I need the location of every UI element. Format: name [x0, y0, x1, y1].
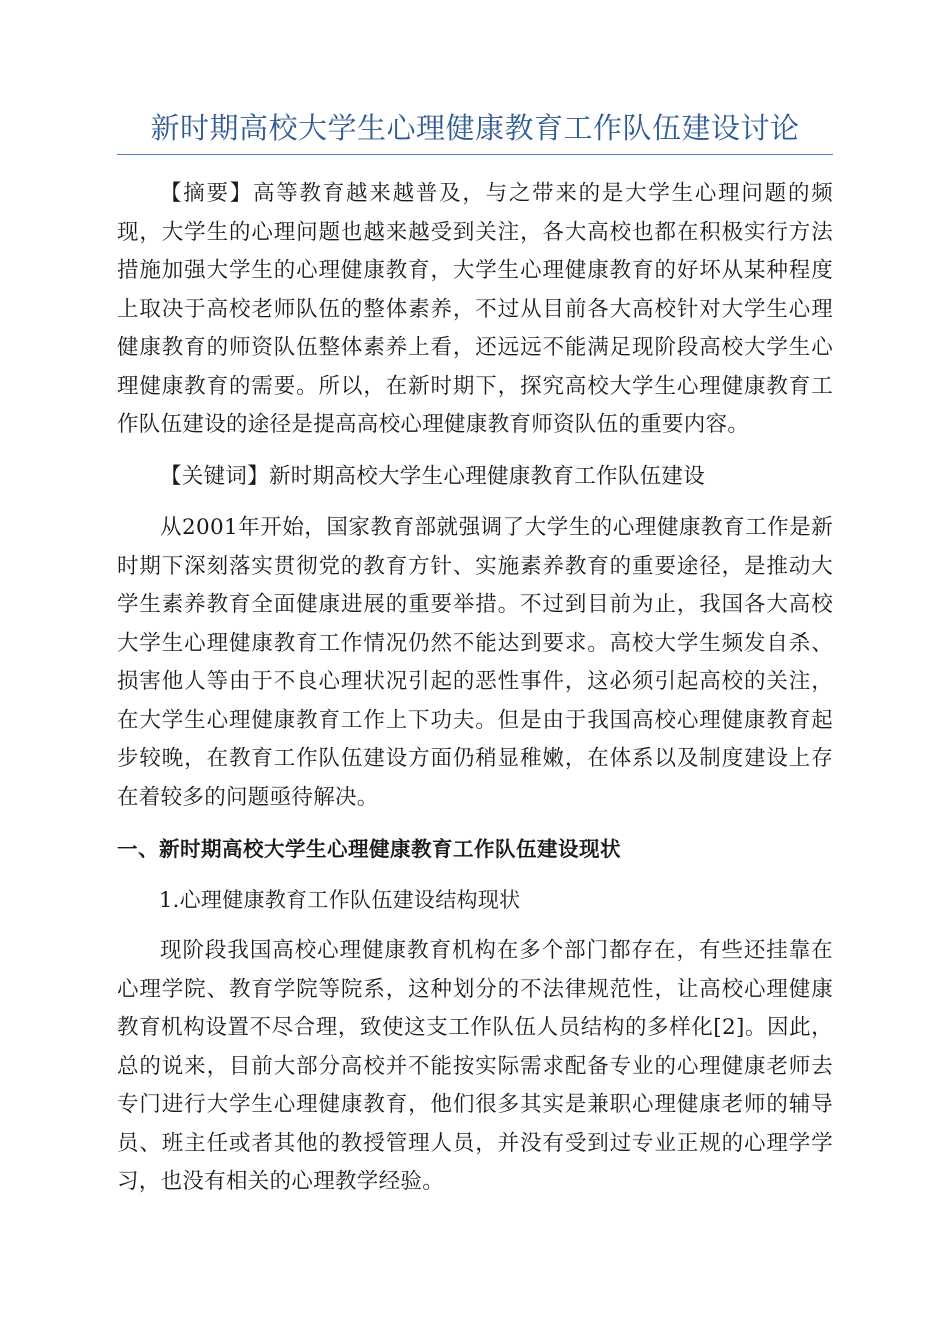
subsection-heading-1-1: 1.心理健康教育工作队伍建设结构现状	[159, 888, 521, 912]
abstract-paragraph: 【摘要】高等教育越来越普及，与之带来的是大学生心理问题的频现，大学生的心理问题也越来越受到关注，各大高校也都在积极实行方法措施加强大学生的心理健康教育，大学生心理健康教育的好坏从某种程度上取决于高校老师队伍的整体素养，不过从目前各大高校针对大学生心理健康教育的师资队伍整体素养上看，还远远不能满足现阶段高校大学生心理健康教育的需要。所以，在新时期下，探究高校大学生心理健康教育工作队伍建设的途径是提高高校心理健康教育师资队伍的重要内容。	[117, 181, 833, 437]
section-heading-1: 一、新时期高校大学生心理健康教育工作队伍建设现状	[117, 837, 621, 861]
keywords-line: 【关键词】新时期高校大学生心理健康教育工作队伍建设	[160, 463, 706, 489]
title-underline	[117, 154, 833, 155]
intro-paragraph: 从2001年开始，国家教育部就强调了大学生的心理健康教育工作是新时期下深刻落实贯彻党的教育方针、实施素养教育的重要途径，是推动大学生素养教育全面健康进展的重要举措。不过到目前为止，我国各大高校大学生心理健康教育工作情况仍然不能达到要求。高校大学生频发自杀、损害他人等由于不良心理状况引起的恶性事件，这必须引起高校的关注，在大学生心理健康教育工作上下功夫。但是由于我国高校心理健康教育起步较晚，在教育工作队伍建设方面仍稍显稚嫩，在体系以及制度建设上存在着较多的问题亟待解决。	[117, 515, 833, 810]
document-page	[117, 108, 833, 1215]
document-title: 新时期高校大学生心理健康教育工作队伍建设讨论	[150, 111, 800, 145]
section1-paragraph: 现阶段我国高校心理健康教育机构在多个部门都存在，有些还挂靠在心理学院、教育学院等院系，这种划分的不法律规范性，让高校心理健康教育机构设置不尽合理，致使这支工作队伍人员结构的多样化[2]。因此，总的说来，目前大部分高校并不能按实际需求配备专业的心理健康老师去专门进行大学生心理健康教育，他们很多其实是兼职心理健康老师的辅导员、班主任或者其他的教授管理人员，并没有受到过专业正规的心理学学习，也没有相关的心理教学经验。	[117, 938, 833, 1194]
